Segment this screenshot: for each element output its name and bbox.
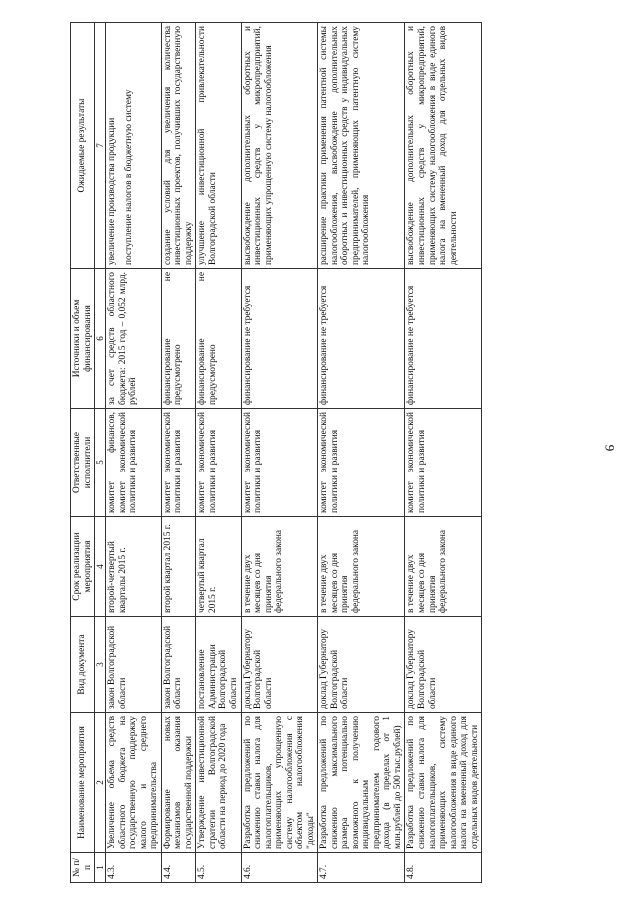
header-cell: Ответственные исполнители [71, 409, 95, 517]
row-number: 4.3. [106, 853, 162, 883]
column-number: 2 [95, 713, 106, 853]
expected-result: расширение практики применения патентной системы налогообложения, высвобождение дополнительных оборотных и инвестиционных средств у индивидуальных предпринимателей, применяющих патентную систему налогообложения [318, 23, 405, 269]
funding-source: финансирование не требуется [241, 269, 318, 409]
measure-name: Разработка предложений по снижению максимального размера потенциально возможного к получению индивидуальным предпринимателем годового дохода (в пределах от 1 млн.рублей до 500 тыс.рублей) [318, 713, 405, 853]
funding-source: финансирование не требуется [318, 269, 405, 409]
header-cell: Источники и объем финансирования [71, 269, 95, 409]
funding-source: финансирование не предусмотрено [161, 269, 196, 409]
row-number: 4.6. [241, 853, 318, 883]
implementation-term: четвертый квартал 2015 г. [196, 517, 241, 617]
funding-source: финансирование не предусмотрено [196, 269, 241, 409]
measure-name: Формирование новых механизмов оказания государственной поддержки [161, 713, 196, 853]
column-number: 3 [95, 617, 106, 713]
funding-source: финансирование не требуется [405, 269, 482, 409]
implementation-term: второй-четвертый кварталы 2015 г. [106, 517, 162, 617]
document-type: доклад Губернатору Волгоградской области [318, 617, 405, 713]
expected-result: высвобождение дополнительных оборотных и инвестиционных средств у микропредприятий, применяющих упрощенную систему налогообложения [241, 23, 318, 269]
column-number: 7 [95, 23, 106, 269]
table-row [241, 23, 318, 883]
table-row [106, 23, 162, 883]
column-number-row [95, 23, 106, 883]
document-type: закон Волгоградской области [106, 617, 162, 713]
table-row [318, 23, 405, 883]
document-type: закон Волгоградской области [161, 617, 196, 713]
expected-result: высвобождение дополнительных оборотных и инвестиционных средств у микропредприятий, применяющих систему налогообложения в виде единого налога на вмененный доход для отдельных видов деятельности [405, 23, 482, 269]
expected-result-secondary: поступление налогов в бюджетную систему [123, 89, 134, 265]
responsible-executors: комитет финансов, комитет экономической политики и развития [106, 409, 162, 517]
row-number: 4.4. [161, 853, 196, 883]
measure-name: Утверждение инвестиционной стратегии Волгоградской области на период до 2020 года [196, 713, 241, 853]
header-cell: № п/п [71, 853, 95, 883]
column-number: 4 [95, 517, 106, 617]
document-type: доклад Губернатору Волгоградской области [241, 617, 318, 713]
header-cell: Наименование мероприятия [71, 713, 95, 853]
table-row [405, 23, 482, 883]
responsible-executors: комитет экономической политики и развития [196, 409, 241, 517]
row-number: 4.8. [405, 853, 482, 883]
expected-results-cell [106, 23, 162, 269]
responsible-executors: комитет экономической политики и развития [241, 409, 318, 517]
rotated-table-container [70, 23, 588, 883]
header-cell: Вид документа [71, 617, 95, 713]
implementation-term: в течение двух месяцев со дня принятия федерального закона [405, 517, 482, 617]
implementation-term: в течение двух месяцев со дня принятия федерального закона [318, 517, 405, 617]
measure-name: Разработка предложений по снижению ставки налога для налогоплательщиков, применяющих упрощенную систему налогообложения с объектом налогообложения "доходы" [241, 713, 318, 853]
header-cell: Срок реализации мероприятия [71, 517, 95, 617]
row-number: 4.7. [318, 853, 405, 883]
implementation-term: второй квартал 2015 г. [161, 517, 196, 617]
implementation-term: в течение двух месяцев со дня принятия федерального закона [241, 517, 318, 617]
expected-result: создание условий для увеличения количества инвестиционных проектов, получивших государственную поддержку [161, 23, 196, 269]
responsible-executors: комитет экономической политики и развития [318, 409, 405, 517]
table-row [161, 23, 196, 883]
column-number: 1 [95, 853, 106, 883]
measures-table [70, 22, 482, 883]
measure-name: Разработка предложений по снижению ставки налога для налогоплательщиков, применяющих систему налогообложения в виде единого налога на вмененный доход для отдельных видов деятельности [405, 713, 482, 853]
table-row [196, 23, 241, 883]
measure-name: Увеличение объема средств областного бюджета на государственную поддержку малого и среднего предпринимательства [106, 713, 162, 853]
row-number: 4.5. [196, 853, 241, 883]
document-type: доклад Губернатору Волгоградской области [405, 617, 482, 713]
column-number: 6 [95, 269, 106, 409]
header-row [71, 23, 95, 883]
responsible-executors: комитет экономической политики и развития [161, 409, 196, 517]
page-number: 9 [602, 444, 618, 452]
column-number: 5 [95, 409, 106, 517]
document-type: постановление Администрации Волгоградской области [196, 617, 241, 713]
expected-result: улучшение инвестиционной привлекательности Волгоградской области [196, 23, 241, 269]
funding-source: за счет средств областного бюджета: 2015 год – 0,052 млрд. рублей [106, 269, 162, 409]
header-cell: Ожидаемые результаты [71, 23, 95, 269]
expected-result: увеличение производства продукции [107, 117, 118, 265]
responsible-executors: комитет экономической политики и развития [405, 409, 482, 517]
